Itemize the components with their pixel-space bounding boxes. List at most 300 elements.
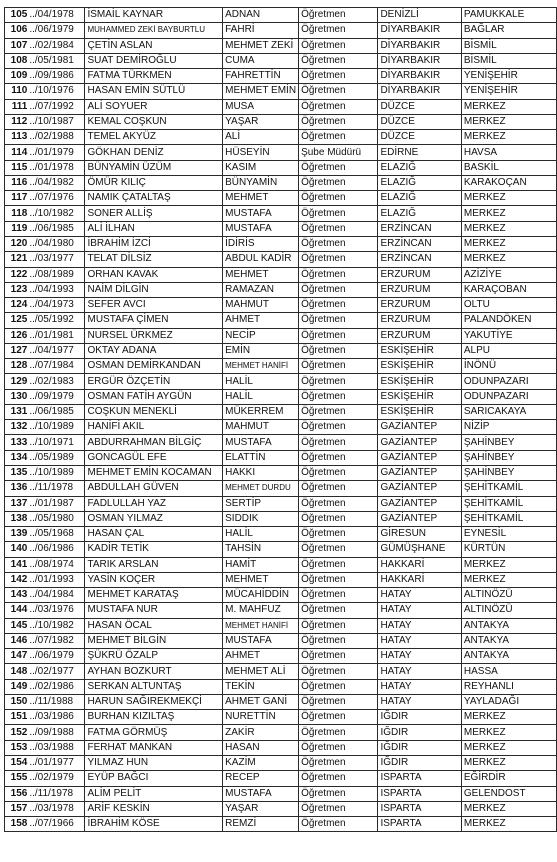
- district-cell: YAYLADAĞI: [461, 694, 556, 709]
- province-cell: IĞDIR: [378, 740, 461, 755]
- table-row: [5, 130, 557, 145]
- father-name-cell: ABDUL KADİR: [223, 252, 299, 267]
- row-number-cell: 110: [5, 84, 29, 99]
- birth-date-cell: ../05/1981: [28, 53, 85, 68]
- person-name-cell: MEHMET EMİN KOCAMAN: [85, 465, 223, 480]
- table-row: [5, 404, 557, 419]
- job-title-cell: Öğretmen: [299, 435, 378, 450]
- job-title-cell: Öğretmen: [299, 99, 378, 114]
- father-name-cell: MEHMET: [223, 191, 299, 206]
- birth-date-cell: ../04/1982: [28, 175, 85, 190]
- table-row: [5, 801, 557, 816]
- row-number-cell: 111: [5, 99, 29, 114]
- row-number-cell: 156: [5, 786, 29, 801]
- province-cell: ERZURUM: [378, 267, 461, 282]
- birth-date-cell: ../05/1992: [28, 313, 85, 328]
- father-name-cell: RAMAZAN: [223, 282, 299, 297]
- row-number-cell: 130: [5, 389, 29, 404]
- district-cell: MERKEZ: [461, 221, 556, 236]
- row-number-cell: 150: [5, 694, 29, 709]
- person-name-cell: KADİR TETİK: [85, 542, 223, 557]
- row-number-cell: 153: [5, 740, 29, 755]
- birth-date-cell: ../10/1982: [28, 618, 85, 633]
- district-cell: ODUNPAZARI: [461, 389, 556, 404]
- table-row: [5, 542, 557, 557]
- table-row: [5, 343, 557, 358]
- row-number-cell: 106: [5, 23, 29, 38]
- province-cell: ELAZIĞ: [378, 191, 461, 206]
- birth-date-cell: ../07/1982: [28, 633, 85, 648]
- person-name-cell: FATMA GÖRMÜŞ: [85, 725, 223, 740]
- job-title-cell: Öğretmen: [299, 23, 378, 38]
- district-cell: ODUNPAZARI: [461, 374, 556, 389]
- person-name-cell: COŞKUN MENEKLİ: [85, 404, 223, 419]
- row-number-cell: 148: [5, 664, 29, 679]
- table-row: [5, 328, 557, 343]
- row-number-cell: 129: [5, 374, 29, 389]
- job-title-cell: Öğretmen: [299, 114, 378, 129]
- father-name-cell: MUSTAFA: [223, 633, 299, 648]
- province-cell: HATAY: [378, 649, 461, 664]
- district-cell: EĞİRDİR: [461, 771, 556, 786]
- table-row: [5, 557, 557, 572]
- person-name-cell: NAİM DİLGİN: [85, 282, 223, 297]
- job-title-cell: Öğretmen: [299, 206, 378, 221]
- row-number-cell: 118: [5, 206, 29, 221]
- district-cell: YENİŞEHİR: [461, 69, 556, 84]
- job-title-cell: Öğretmen: [299, 618, 378, 633]
- job-title-cell: Öğretmen: [299, 511, 378, 526]
- job-title-cell: Öğretmen: [299, 53, 378, 68]
- birth-date-cell: ../09/1988: [28, 725, 85, 740]
- district-cell: NİZİP: [461, 420, 556, 435]
- birth-date-cell: ../04/1984: [28, 588, 85, 603]
- province-cell: ESKİŞEHİR: [378, 359, 461, 374]
- father-name-cell: KAZİM: [223, 756, 299, 771]
- person-name-cell: HARUN SAĞIREKMEKÇİ: [85, 694, 223, 709]
- job-title-cell: Öğretmen: [299, 175, 378, 190]
- table-row: [5, 588, 557, 603]
- father-name-cell: HALİL: [223, 527, 299, 542]
- person-name-cell: ABDURRAHMAN BİLGİÇ: [85, 435, 223, 450]
- province-cell: GAZİANTEP: [378, 450, 461, 465]
- father-name-cell: HÜSEYİN: [223, 145, 299, 160]
- table-row: [5, 725, 557, 740]
- row-number-cell: 138: [5, 511, 29, 526]
- father-name-cell: MAHMUT: [223, 420, 299, 435]
- person-name-cell: OSMAN YILMAZ: [85, 511, 223, 526]
- birth-date-cell: ../02/1983: [28, 374, 85, 389]
- person-name-cell: TARIK ARSLAN: [85, 557, 223, 572]
- table-row: [5, 603, 557, 618]
- birth-date-cell: ../02/1984: [28, 38, 85, 53]
- job-title-cell: Öğretmen: [299, 786, 378, 801]
- table-row: [5, 252, 557, 267]
- birth-date-cell: ../03/1976: [28, 603, 85, 618]
- person-name-cell: İBRAHİM İZCİ: [85, 236, 223, 251]
- birth-date-cell: ../01/1979: [28, 145, 85, 160]
- father-name-cell: HALİL: [223, 374, 299, 389]
- person-name-cell: ŞÜKRÜ ÖZALP: [85, 649, 223, 664]
- person-name-cell: SERKAN ALTUNTAŞ: [85, 679, 223, 694]
- district-cell: EYNESİL: [461, 527, 556, 542]
- birth-date-cell: ../10/1982: [28, 206, 85, 221]
- father-name-cell: AHMET: [223, 649, 299, 664]
- job-title-cell: Öğretmen: [299, 84, 378, 99]
- father-name-cell: ALİ: [223, 130, 299, 145]
- district-cell: OLTU: [461, 298, 556, 313]
- person-name-cell: TEMEL AKYÜZ: [85, 130, 223, 145]
- birth-date-cell: ../10/1987: [28, 114, 85, 129]
- person-name-cell: ALİ İLHAN: [85, 221, 223, 236]
- job-title-cell: Öğretmen: [299, 38, 378, 53]
- birth-date-cell: ../01/1987: [28, 496, 85, 511]
- table-row: [5, 359, 557, 374]
- job-title-cell: Öğretmen: [299, 252, 378, 267]
- person-name-cell: HANİFİ AKIL: [85, 420, 223, 435]
- province-cell: GAZİANTEP: [378, 511, 461, 526]
- father-name-cell: MUSA: [223, 99, 299, 114]
- father-name-cell: MEHMET: [223, 267, 299, 282]
- birth-date-cell: ../10/1989: [28, 465, 85, 480]
- job-title-cell: Öğretmen: [299, 603, 378, 618]
- table-row: [5, 511, 557, 526]
- job-title-cell: Öğretmen: [299, 664, 378, 679]
- district-cell: HAVSA: [461, 145, 556, 160]
- father-name-cell: FAHRETTİN: [223, 69, 299, 84]
- province-cell: ESKİŞEHİR: [378, 343, 461, 358]
- birth-date-cell: ../01/1981: [28, 328, 85, 343]
- job-title-cell: Öğretmen: [299, 496, 378, 511]
- district-cell: GELENDOST: [461, 786, 556, 801]
- table-row: [5, 99, 557, 114]
- job-title-cell: Öğretmen: [299, 694, 378, 709]
- job-title-cell: Öğretmen: [299, 557, 378, 572]
- district-cell: MERKEZ: [461, 710, 556, 725]
- table-row: [5, 175, 557, 190]
- province-cell: IĞDIR: [378, 756, 461, 771]
- birth-date-cell: ../08/1974: [28, 557, 85, 572]
- person-name-cell: ORHAN KAVAK: [85, 267, 223, 282]
- table-row: [5, 374, 557, 389]
- table-row: [5, 114, 557, 129]
- father-name-cell: MUSTAFA: [223, 786, 299, 801]
- row-number-cell: 149: [5, 679, 29, 694]
- province-cell: HATAY: [378, 588, 461, 603]
- province-cell: HAKKARİ: [378, 572, 461, 587]
- district-cell: KÜRTÜN: [461, 542, 556, 557]
- job-title-cell: Öğretmen: [299, 221, 378, 236]
- person-name-cell: SEFER AVCI: [85, 298, 223, 313]
- person-name-cell: FADLULLAH YAZ: [85, 496, 223, 511]
- father-name-cell: ELATTİN: [223, 450, 299, 465]
- province-cell: ELAZIĞ: [378, 160, 461, 175]
- district-cell: MERKEZ: [461, 557, 556, 572]
- job-title-cell: Öğretmen: [299, 404, 378, 419]
- job-title-cell: Öğretmen: [299, 236, 378, 251]
- father-name-cell: TAHSİN: [223, 542, 299, 557]
- birth-date-cell: ../04/1978: [28, 8, 85, 23]
- job-title-cell: Öğretmen: [299, 679, 378, 694]
- table-row: [5, 8, 557, 23]
- table-row: [5, 465, 557, 480]
- province-cell: HATAY: [378, 679, 461, 694]
- birth-date-cell: ../11/1988: [28, 694, 85, 709]
- province-cell: ISPARTA: [378, 771, 461, 786]
- birth-date-cell: ../02/1986: [28, 679, 85, 694]
- table-row: [5, 435, 557, 450]
- birth-date-cell: ../10/1971: [28, 435, 85, 450]
- row-number-cell: 112: [5, 114, 29, 129]
- table-row: [5, 481, 557, 496]
- job-title-cell: Öğretmen: [299, 481, 378, 496]
- person-name-cell: MEHMET BİLGİN: [85, 633, 223, 648]
- job-title-cell: Öğretmen: [299, 740, 378, 755]
- job-title-cell: Öğretmen: [299, 801, 378, 816]
- row-number-cell: 151: [5, 710, 29, 725]
- father-name-cell: MÜKERREM: [223, 404, 299, 419]
- row-number-cell: 107: [5, 38, 29, 53]
- father-name-cell: MUSTAFA: [223, 435, 299, 450]
- father-name-cell: TEKİN: [223, 679, 299, 694]
- person-name-cell: SUAT DEMİROĞLU: [85, 53, 223, 68]
- person-name-cell: ALİM PELİT: [85, 786, 223, 801]
- row-number-cell: 123: [5, 282, 29, 297]
- province-cell: EDİRNE: [378, 145, 461, 160]
- province-cell: DİYARBAKIR: [378, 84, 461, 99]
- job-title-cell: Öğretmen: [299, 313, 378, 328]
- birth-date-cell: ../04/1980: [28, 236, 85, 251]
- father-name-cell: SIDDIK: [223, 511, 299, 526]
- table-row: [5, 450, 557, 465]
- father-name-cell: MEHMET HANİFİ: [223, 618, 299, 633]
- father-name-cell: MEHMET DURDU: [223, 481, 299, 496]
- row-number-cell: 119: [5, 221, 29, 236]
- province-cell: GAZİANTEP: [378, 420, 461, 435]
- table-row: [5, 38, 557, 53]
- district-cell: MERKEZ: [461, 130, 556, 145]
- table-row: [5, 633, 557, 648]
- person-name-cell: ALİ SOYUER: [85, 99, 223, 114]
- province-cell: HATAY: [378, 618, 461, 633]
- person-name-cell: OKTAY ADANA: [85, 343, 223, 358]
- province-cell: HATAY: [378, 694, 461, 709]
- row-number-cell: 125: [5, 313, 29, 328]
- district-cell: MERKEZ: [461, 572, 556, 587]
- row-number-cell: 134: [5, 450, 29, 465]
- birth-date-cell: ../07/1992: [28, 99, 85, 114]
- person-name-cell: KEMAL COŞKUN: [85, 114, 223, 129]
- job-title-cell: Öğretmen: [299, 588, 378, 603]
- province-cell: DİYARBAKIR: [378, 23, 461, 38]
- row-number-cell: 109: [5, 69, 29, 84]
- district-cell: HASSA: [461, 664, 556, 679]
- row-number-cell: 108: [5, 53, 29, 68]
- table-row: [5, 679, 557, 694]
- table-row: [5, 786, 557, 801]
- row-number-cell: 136: [5, 481, 29, 496]
- table-row: [5, 53, 557, 68]
- table-row: [5, 664, 557, 679]
- row-number-cell: 116: [5, 175, 29, 190]
- birth-date-cell: ../04/1973: [28, 298, 85, 313]
- birth-date-cell: ../11/1978: [28, 786, 85, 801]
- job-title-cell: Öğretmen: [299, 389, 378, 404]
- person-name-cell: AYHAN BOZKURT: [85, 664, 223, 679]
- row-number-cell: 146: [5, 633, 29, 648]
- table-row: [5, 206, 557, 221]
- district-cell: ŞEHİTKAMİL: [461, 481, 556, 496]
- table-row: [5, 618, 557, 633]
- job-title-cell: Öğretmen: [299, 160, 378, 175]
- job-title-cell: Öğretmen: [299, 450, 378, 465]
- district-cell: MERKEZ: [461, 206, 556, 221]
- row-number-cell: 135: [5, 465, 29, 480]
- row-number-cell: 105: [5, 8, 29, 23]
- birth-date-cell: ../01/1978: [28, 160, 85, 175]
- province-cell: HAKKARİ: [378, 557, 461, 572]
- row-number-cell: 137: [5, 496, 29, 511]
- district-cell: MERKEZ: [461, 817, 556, 832]
- father-name-cell: EMİN: [223, 343, 299, 358]
- person-name-cell: FATMA TÜRKMEN: [85, 69, 223, 84]
- district-cell: BİSMİL: [461, 53, 556, 68]
- table-row: [5, 69, 557, 84]
- province-cell: ESKİŞEHİR: [378, 374, 461, 389]
- person-name-cell: NAMIK ÇATALTAŞ: [85, 191, 223, 206]
- province-cell: ISPARTA: [378, 817, 461, 832]
- father-name-cell: NURETTİN: [223, 710, 299, 725]
- district-cell: MERKEZ: [461, 236, 556, 251]
- birth-date-cell: ../03/1977: [28, 252, 85, 267]
- father-name-cell: NECİP: [223, 328, 299, 343]
- province-cell: HATAY: [378, 603, 461, 618]
- row-number-cell: 124: [5, 298, 29, 313]
- person-name-cell: MEHMET KARATAŞ: [85, 588, 223, 603]
- province-cell: GAZİANTEP: [378, 481, 461, 496]
- province-cell: GÜMÜŞHANE: [378, 542, 461, 557]
- province-cell: DİYARBAKIR: [378, 69, 461, 84]
- job-title-cell: Öğretmen: [299, 130, 378, 145]
- person-name-cell: HASAN EMİN SÜTLÜ: [85, 84, 223, 99]
- district-cell: REYHANLI: [461, 679, 556, 694]
- district-cell: MERKEZ: [461, 740, 556, 755]
- district-cell: ALTINÖZÜ: [461, 603, 556, 618]
- row-number-cell: 121: [5, 252, 29, 267]
- province-cell: DİYARBAKIR: [378, 38, 461, 53]
- person-name-cell: YILMAZ HUN: [85, 756, 223, 771]
- province-cell: HATAY: [378, 633, 461, 648]
- person-name-cell: HASAN ÖCAL: [85, 618, 223, 633]
- province-cell: GAZİANTEP: [378, 435, 461, 450]
- birth-date-cell: ../03/1978: [28, 801, 85, 816]
- row-number-cell: 133: [5, 435, 29, 450]
- row-number-cell: 127: [5, 343, 29, 358]
- job-title-cell: Öğretmen: [299, 191, 378, 206]
- province-cell: IĞDIR: [378, 725, 461, 740]
- birth-date-cell: ../10/1989: [28, 420, 85, 435]
- birth-date-cell: ../02/1988: [28, 130, 85, 145]
- row-number-cell: 142: [5, 572, 29, 587]
- father-name-cell: İDİRİS: [223, 236, 299, 251]
- job-title-cell: Öğretmen: [299, 8, 378, 23]
- table-body: [5, 8, 557, 832]
- row-number-cell: 120: [5, 236, 29, 251]
- father-name-cell: MEHMET EMİN: [223, 84, 299, 99]
- table-row: [5, 496, 557, 511]
- district-cell: BAĞLAR: [461, 23, 556, 38]
- person-name-cell: MUSTAFA NUR: [85, 603, 223, 618]
- father-name-cell: REMZİ: [223, 817, 299, 832]
- table-row: [5, 389, 557, 404]
- table-row: [5, 160, 557, 175]
- table-row: [5, 771, 557, 786]
- district-cell: PALANDÖKEN: [461, 313, 556, 328]
- district-cell: ANTAKYA: [461, 649, 556, 664]
- job-title-cell: Öğretmen: [299, 328, 378, 343]
- birth-date-cell: ../01/1993: [28, 572, 85, 587]
- father-name-cell: MÜCAHİDDİN: [223, 588, 299, 603]
- table-row: [5, 817, 557, 832]
- father-name-cell: RECEP: [223, 771, 299, 786]
- table-row: [5, 221, 557, 236]
- birth-date-cell: ../02/1977: [28, 664, 85, 679]
- personnel-list-table: [4, 7, 557, 832]
- province-cell: ESKİŞEHİR: [378, 389, 461, 404]
- father-name-cell: BÜNYAMİN: [223, 175, 299, 190]
- row-number-cell: 141: [5, 557, 29, 572]
- district-cell: MERKEZ: [461, 725, 556, 740]
- district-cell: MERKEZ: [461, 114, 556, 129]
- person-name-cell: BÜNYAMİN ÜZÜM: [85, 160, 223, 175]
- province-cell: DİYARBAKIR: [378, 53, 461, 68]
- birth-date-cell: ../05/1989: [28, 450, 85, 465]
- district-cell: YENİŞEHİR: [461, 84, 556, 99]
- birth-date-cell: ../10/1976: [28, 84, 85, 99]
- father-name-cell: AHMET: [223, 313, 299, 328]
- birth-date-cell: ../01/1977: [28, 756, 85, 771]
- row-number-cell: 152: [5, 725, 29, 740]
- job-title-cell: Öğretmen: [299, 267, 378, 282]
- province-cell: ERZURUM: [378, 313, 461, 328]
- province-cell: ERZURUM: [378, 328, 461, 343]
- table-row: [5, 710, 557, 725]
- district-cell: MERKEZ: [461, 801, 556, 816]
- birth-date-cell: ../09/1986: [28, 69, 85, 84]
- birth-date-cell: ../06/1985: [28, 404, 85, 419]
- father-name-cell: M. MAHFUZ: [223, 603, 299, 618]
- person-name-cell: OSMAN FATİH AYGÜN: [85, 389, 223, 404]
- birth-date-cell: ../07/1976: [28, 191, 85, 206]
- job-title-cell: Öğretmen: [299, 725, 378, 740]
- table-row: [5, 740, 557, 755]
- birth-date-cell: ../06/1986: [28, 542, 85, 557]
- row-number-cell: 155: [5, 771, 29, 786]
- row-number-cell: 113: [5, 130, 29, 145]
- job-title-cell: Öğretmen: [299, 359, 378, 374]
- person-name-cell: EYÜP BAĞCI: [85, 771, 223, 786]
- province-cell: ERZURUM: [378, 282, 461, 297]
- father-name-cell: MEHMET HANİFİ: [223, 359, 299, 374]
- job-title-cell: Öğretmen: [299, 710, 378, 725]
- birth-date-cell: ../04/1977: [28, 343, 85, 358]
- district-cell: MERKEZ: [461, 191, 556, 206]
- job-title-cell: Öğretmen: [299, 465, 378, 480]
- province-cell: ERZİNCAN: [378, 236, 461, 251]
- row-number-cell: 147: [5, 649, 29, 664]
- father-name-cell: KASIM: [223, 160, 299, 175]
- father-name-cell: MUSTAFA: [223, 206, 299, 221]
